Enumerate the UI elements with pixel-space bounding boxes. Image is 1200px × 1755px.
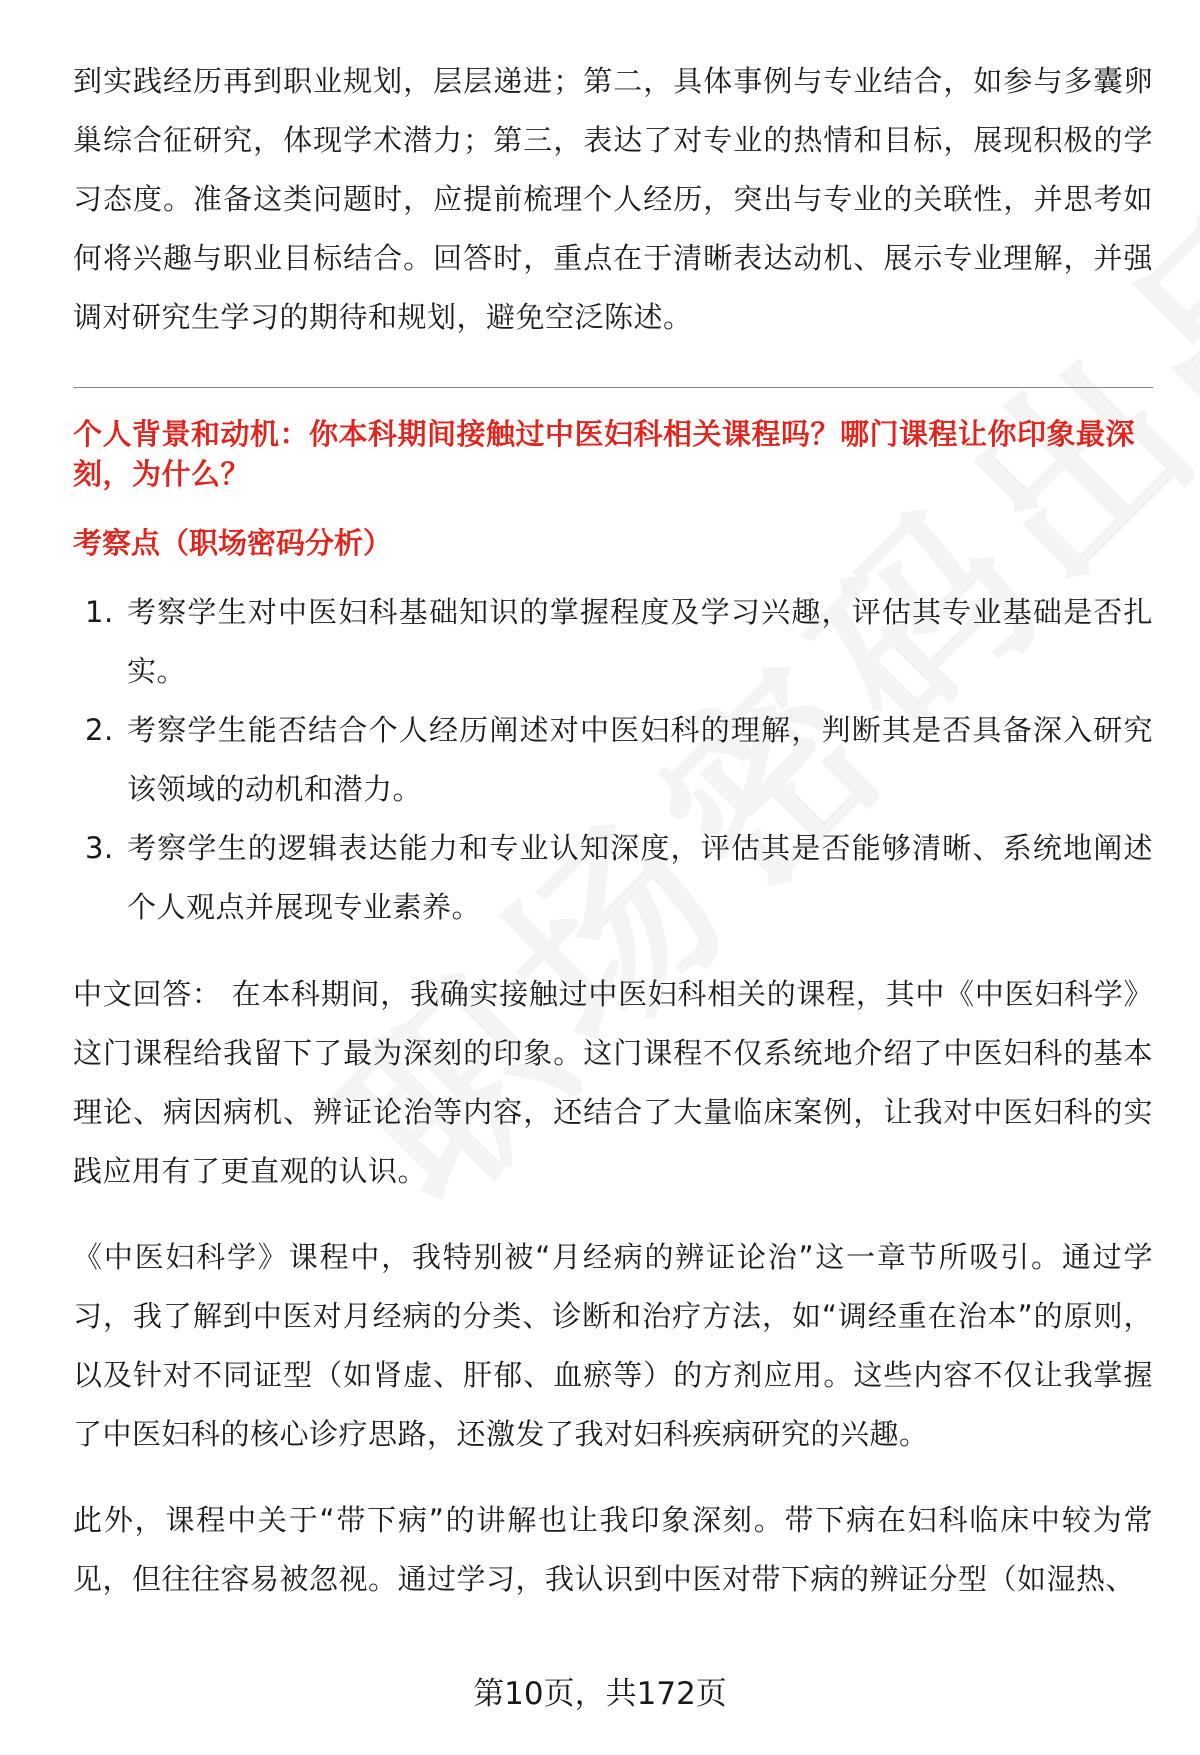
assessment-subheading: 考察点（职场密码分析） — [73, 526, 393, 560]
intro-paragraph: 到实践经历再到职业规划，层层递进；第二，具体事例与专业结合，如参与多囊卵巢综合征研究，体现学术潜力；第三，表达了对专业的热情和目标，展现积极的学习态度。准备这类问题时，应提前梳理个人经历，突出与专业的关联性，并思考如何将兴趣与职业目标结合。回答时，重点在于清晰表达动机、展示专业理解，并强调对研究生学习的期待和规划，避免空泛陈述。 — [73, 64, 1153, 334]
list-item — [73, 583, 1153, 701]
list-item-text: 考察学生能否结合个人经历阐述对中医妇科的理解，判断其是否具备深入研究该领域的动机和潜力。 — [127, 713, 1153, 806]
list-number: 1. — [85, 595, 114, 629]
list-number: 2. — [85, 713, 114, 747]
list-item — [73, 701, 1153, 819]
page-footer: 第10页，共172页 — [473, 1676, 727, 1712]
section-divider — [73, 387, 1153, 388]
list-item — [73, 819, 1153, 937]
question-heading: 个人背景和动机：你本科期间接触过中医妇科相关课程吗？哪门课程让你印象最深刻，为什么？ — [73, 417, 1136, 491]
answer-paragraph: 中文回答： 在本科期间，我确实接触过中医妇科相关的课程，其中《中医妇科学》这门课程给我留下了最为深刻的印象。这门课程不仅系统地介绍了中医妇科的基本理论、病因病机、辨证论治等内容，还结合了大量临床案例，让我对中医妇科的实践应用有了更直观的认识。 — [73, 977, 1153, 1188]
answer-paragraph: 《中医妇科学》课程中，我特别被“月经病的辨证论治”这一章节所吸引。通过学习，我了解到中医对月经病的分类、诊断和治疗方法，如“调经重在治本”的原则，以及针对不同证型（如肾虚、肝郁、血瘀等）的方剂应用。这些内容不仅让我掌握了中医妇科的核心诊疗思路，还激发了我对妇科疾病研究的兴趣。 — [73, 1240, 1153, 1451]
list-number: 3. — [85, 831, 114, 865]
list-item-text: 考察学生对中医妇科基础知识的掌握程度及学习兴趣，评估其专业基础是否扎实。 — [127, 595, 1153, 688]
document-page — [73, 52, 1153, 1609]
answer-paragraph: 此外，课程中关于“带下病”的讲解也让我印象深刻。带下病在妇科临床中较为常见，但往往容易被忽视。通过学习，我认识到中医对带下病的辨证分型（如湿热、 — [73, 1503, 1153, 1596]
assessment-points-list — [73, 583, 1153, 937]
list-item-text: 考察学生的逻辑表达能力和专业认知深度，评估其是否能够清晰、系统地阐述个人观点并展现专业素养。 — [127, 831, 1153, 924]
